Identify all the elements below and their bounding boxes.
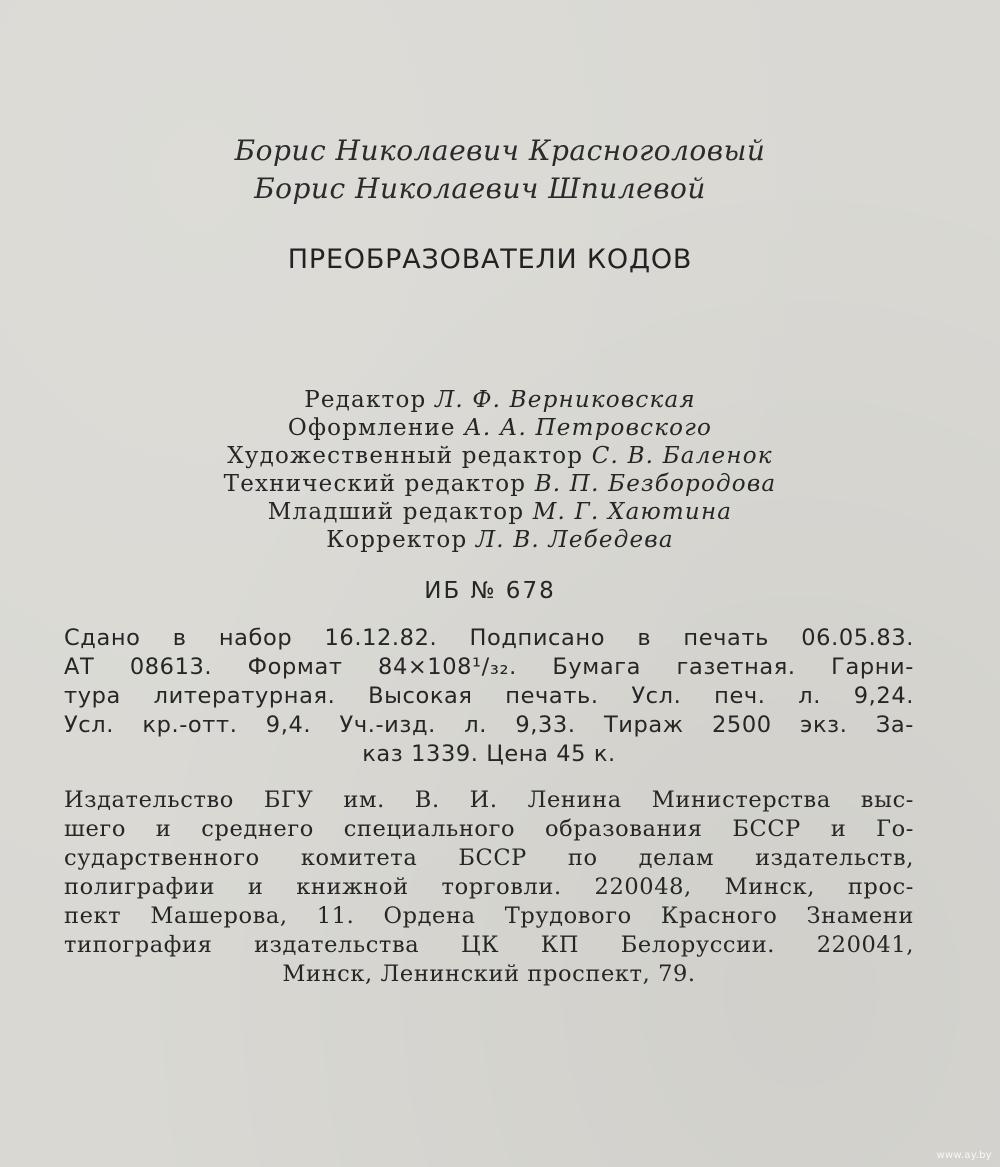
publisher-line: шего и среднего специального образования БССР и Го- — [64, 816, 914, 842]
credits-block — [0, 386, 1000, 554]
credit-name: Л. Ф. Верниковская — [434, 387, 696, 413]
print-imprint — [64, 624, 914, 769]
credit-role: Оформление — [287, 415, 456, 441]
credit-name: М. Г. Хаютина — [532, 499, 733, 525]
author-name: Борис Николаевич Красноголовый — [234, 134, 766, 167]
author-name: Борис Николаевич Шпилевой — [254, 172, 706, 205]
publisher-line: полиграфии и книжной торговли. 220048, Минск, прос- — [64, 874, 914, 900]
credit-name: В. П. Безбородова — [534, 471, 777, 497]
credit-row — [0, 470, 1000, 498]
publisher-line: пект Машерова, 11. Ордена Трудового Красного Знамени — [64, 903, 914, 929]
publisher-line: сударственного комитета БССР по делам издательств, — [64, 845, 914, 871]
credit-name: С. В. Баленок — [591, 443, 773, 469]
credit-row — [0, 414, 1000, 442]
credit-role: Младший редактор — [267, 499, 525, 525]
credit-row — [0, 526, 1000, 554]
credit-role: Технический редактор — [223, 471, 527, 497]
credit-role: Корректор — [326, 527, 468, 553]
imprint-line: АТ 08613. Формат 84×108¹/₃₂. Бумага газетная. Гарни- — [64, 654, 914, 680]
book-title: ПРЕОБРАЗОВАТЕЛИ КОДОВ — [287, 244, 693, 275]
credit-row — [0, 498, 1000, 526]
authors-block — [0, 132, 1000, 208]
credit-row — [0, 386, 1000, 414]
imprint-line: тура литературная. Высокая печать. Усл. печ. л. 9,24. — [64, 683, 914, 709]
credit-role: Художественный редактор — [227, 443, 584, 469]
credit-name: А. А. Петровского — [464, 415, 713, 441]
ib-number: ИБ № 678 — [424, 578, 556, 604]
watermark: www.ay.by — [936, 1150, 992, 1161]
publisher-line: Издательство БГУ им. В. И. Ленина Министерства выс- — [64, 787, 914, 813]
publisher-line: Минск, Ленинский проспект, 79. — [282, 961, 696, 987]
credit-row — [0, 442, 1000, 470]
credit-role: Редактор — [304, 387, 427, 413]
credit-name: Л. В. Лебедева — [475, 527, 674, 553]
imprint-line: Усл. кр.-отт. 9,4. Уч.-изд. л. 9,33. Тираж 2500 экз. За- — [64, 712, 914, 738]
publisher-line: типография издательства ЦК КП Белоруссии. 220041, — [64, 932, 914, 958]
imprint-line: Сдано в набор 16.12.82. Подписано в печать 06.05.83. — [64, 625, 914, 651]
publisher-info — [64, 786, 914, 989]
imprint-line: каз 1339. Цена 45 к. — [362, 741, 616, 767]
